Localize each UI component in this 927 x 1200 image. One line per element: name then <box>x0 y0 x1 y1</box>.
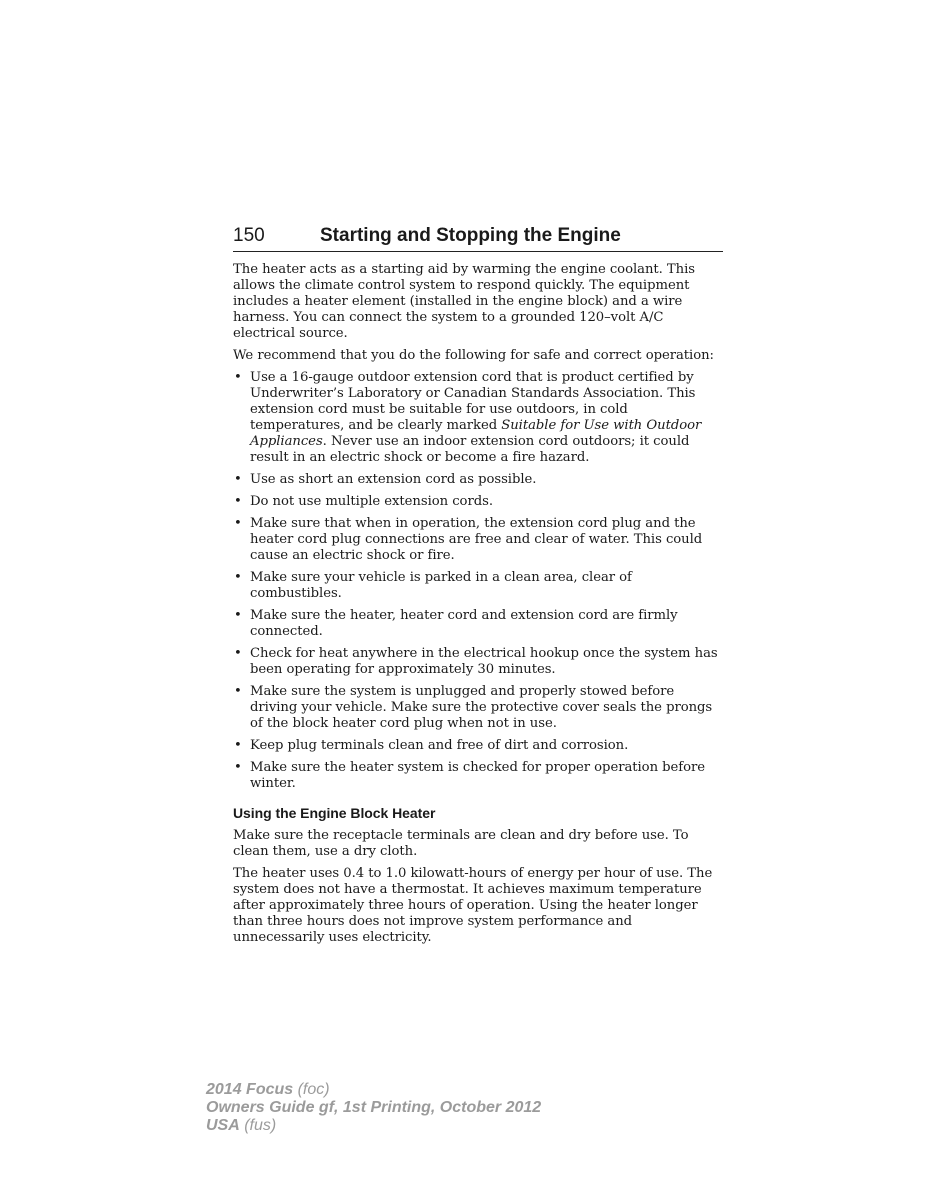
bullet-text: Make sure the heater system is checked for proper operation before winter. <box>250 760 706 791</box>
bullet-text: Make sure the heater, heater cord and extension cord are firmly connected. <box>250 608 678 639</box>
bullet-text: Make sure that when in operation, the extension cord plug and the heater cord plug connections are free and clear of water. This could cause an electric shock or fire. <box>250 516 703 563</box>
bullet-item <box>233 570 725 602</box>
bullet-text: Make sure the system is unplugged and properly stowed before driving your vehicle. Make sure the protective cover seals the prongs of the block heater cord plug when not in use. <box>250 684 713 731</box>
bullet-item <box>233 738 725 754</box>
bullet-icon: • <box>234 570 242 585</box>
footer-market-code: (fus) <box>239 1117 277 1134</box>
bullet-text: Use as short an extension cord as possible. <box>250 472 537 487</box>
bullet-icon: • <box>234 370 242 385</box>
bullet-icon: • <box>234 608 242 623</box>
footer-line-market <box>206 1117 541 1135</box>
bullet-icon: • <box>234 516 242 531</box>
intro-paragraph: The heater acts as a starting aid by warming the engine coolant. This allows the climate control system to respond quickly. The equipment includes a heater element (installed in the engine block) and a wire harness. You can connect the system to a grounded 120–volt A/C electrical source. <box>233 262 695 341</box>
bullet-item <box>233 370 725 466</box>
print-footer <box>206 1081 541 1135</box>
bullet-item <box>233 494 725 510</box>
safety-bullet-list <box>233 370 725 792</box>
bullet-icon: • <box>234 738 242 753</box>
bullet-icon: • <box>234 646 242 661</box>
bullet-emphasis: Suitable for Use with Outdoor Appliances <box>250 418 702 449</box>
footer-market: USA <box>206 1117 240 1134</box>
bullet-text: Check for heat anywhere in the electrical hookup once the system has been operating for approximately 30 minutes. <box>250 646 718 677</box>
bullet-item <box>233 760 725 792</box>
recommendation-paragraph: We recommend that you do the following for safe and correct operation: <box>233 348 714 363</box>
section-heading: Using the Engine Block Heater <box>233 805 436 821</box>
footer-line-printing <box>206 1099 541 1117</box>
footer-model: 2014 Focus <box>206 1081 294 1098</box>
page-header <box>233 224 723 252</box>
bullet-item <box>233 608 725 640</box>
bullet-text: Use a 16-gauge outdoor extension cord that is product certified by Underwriter’s Laboratory or Canadian Standards Association. This extension cord must be suitable for use outdoors, in cold temperatures, and be clearly marked <box>250 370 696 433</box>
footer-printing: Owners Guide gf, 1st Printing, October 2012 <box>206 1099 542 1116</box>
bullet-item <box>233 516 725 564</box>
bullet-icon: • <box>234 684 242 699</box>
section-paragraph: Make sure the receptacle terminals are clean and dry before use. To clean them, use a dry cloth. <box>233 828 689 859</box>
page-title: Starting and Stopping the Engine <box>320 225 621 246</box>
footer-model-code: (foc) <box>293 1081 330 1098</box>
bullet-item <box>233 646 725 678</box>
bullet-text: Keep plug terminals clean and free of dirt and corrosion. <box>250 738 629 753</box>
bullet-icon: • <box>234 494 242 509</box>
bullet-icon: • <box>234 472 242 487</box>
footer-line-model <box>206 1081 541 1099</box>
bullet-text: Do not use multiple extension cords. <box>250 494 493 509</box>
bullet-item <box>233 684 725 732</box>
bullet-item <box>233 472 725 488</box>
bullet-text: Make sure your vehicle is parked in a clean area, clear of combustibles. <box>250 570 632 601</box>
section-paragraph: The heater uses 0.4 to 1.0 kilowatt-hours of energy per hour of use. The system does not have a thermostat. It achieves maximum temperature after approximately three hours of operation. Using the heater longer than three hours does not improve system performance and unnecessarily uses electricity. <box>233 866 713 945</box>
page-content <box>233 262 725 952</box>
bullet-icon: • <box>234 760 242 775</box>
page-number: 150 <box>233 225 265 246</box>
bullet-text: . Never use an indoor extension cord outdoors; it could result in an electric shock or become a fire hazard. <box>250 434 690 465</box>
